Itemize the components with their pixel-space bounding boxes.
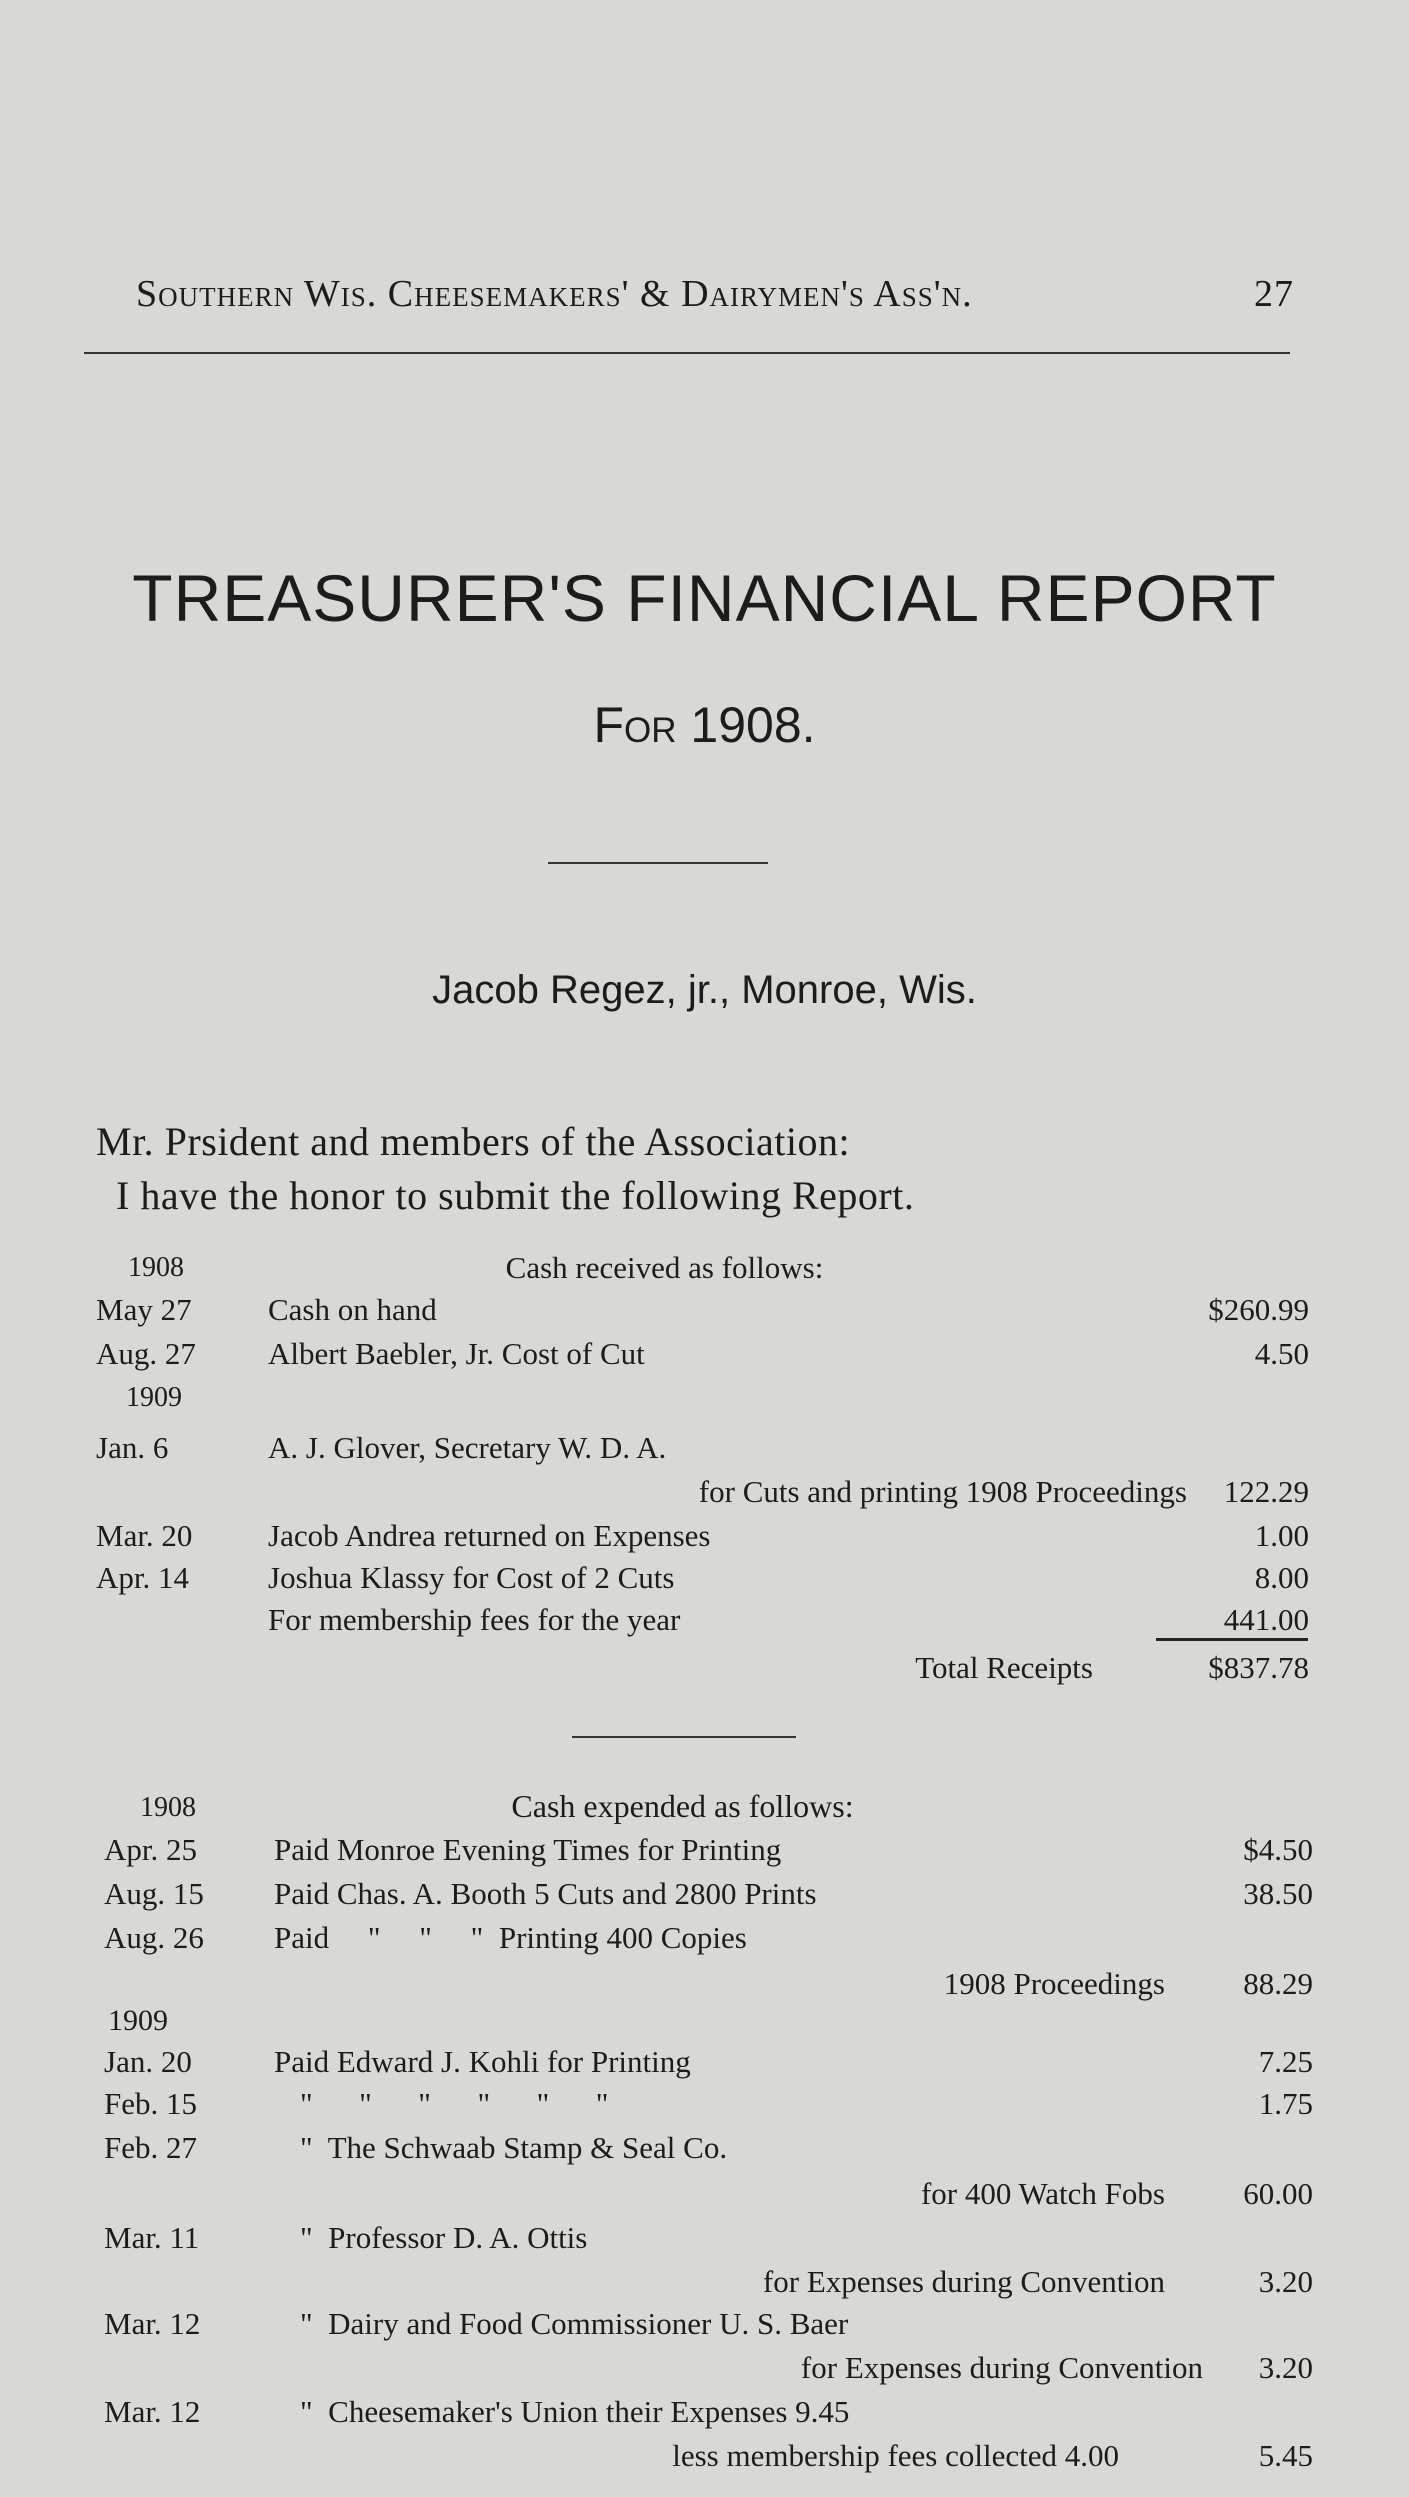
entry-description: " Professor D. A. Ottis [300, 2220, 588, 2255]
entry-date: Feb. 15 [104, 2086, 197, 2121]
entry-description: Paid " " " Printing 400 Copies [274, 1920, 747, 1955]
entry-description: " Dairy and Food Commissioner U. S. Baer [300, 2306, 849, 2341]
author-line: Jacob Regez, jr., Monroe, Wis. [432, 968, 977, 1012]
total-receipts-label: Total Receipts [915, 1650, 1093, 1685]
entry-description: Albert Baebler, Jr. Cost of Cut [268, 1336, 645, 1371]
entry-amount: 4.50 [1254, 1336, 1309, 1371]
entry-amount: $260.99 [1208, 1292, 1309, 1327]
entry-description: Paid Monroe Evening Times for Printing [274, 1832, 782, 1867]
entry-date: Mar. 12 [104, 2394, 201, 2429]
entry-amount: 38.50 [1243, 1876, 1313, 1911]
entry-amount: 441.00 [1223, 1602, 1309, 1637]
entry-amount: 5.45 [1258, 2438, 1313, 2473]
year-label: 1908 [128, 1252, 184, 1283]
entry-description: " The Schwaab Stamp & Seal Co. [300, 2130, 728, 2165]
receipts-heading: Cash received as follows: [505, 1250, 824, 1285]
entry-date: Aug. 15 [104, 1876, 204, 1911]
report-title: TREASURER'S FINANCIAL REPORT [132, 561, 1277, 635]
entry-description-continued: for Expenses during Convention [800, 2350, 1203, 2385]
entry-amount: 8.00 [1254, 1560, 1309, 1595]
entry-amount: 1.00 [1254, 1518, 1309, 1553]
year-label: 1909 [108, 2004, 168, 2037]
entry-description-continued: 1908 Proceedings [943, 1966, 1165, 2001]
intro-text: I have the honor to submit the following Report. [116, 1173, 915, 1218]
entry-description-continued: for Cuts and printing 1908 Proceedings [698, 1474, 1187, 1509]
running-title: Southern Wis. Cheesemakers' & Dairymen's Ass'n. [136, 273, 973, 315]
entry-date: Apr. 14 [96, 1560, 189, 1595]
entry-description-continued: for 400 Watch Fobs [920, 2176, 1165, 2211]
entry-description-continued: for Expenses during Convention [762, 2264, 1165, 2299]
entry-description: Cash on hand [268, 1292, 437, 1327]
entry-amount: 88.29 [1243, 1966, 1313, 2001]
entry-amount: 60.00 [1243, 2176, 1313, 2211]
entry-description-continued: less membership fees collected 4.00 [672, 2438, 1119, 2473]
total-receipts-amount: $837.78 [1208, 1650, 1309, 1685]
entry-description: Jacob Andrea returned on Expenses [268, 1518, 711, 1553]
entry-amount: 1.75 [1258, 2086, 1313, 2121]
entry-date: Mar. 12 [104, 2306, 201, 2341]
page-number: 27 [1254, 273, 1294, 315]
year-label: 1909 [126, 1382, 182, 1413]
entry-description: Paid Edward J. Kohli for Printing [274, 2044, 691, 2079]
expenses-heading: Cash expended as follows: [511, 1788, 854, 1824]
entry-amount: $4.50 [1243, 1832, 1313, 1867]
entry-date: Aug. 27 [96, 1336, 196, 1371]
entry-date: Aug. 26 [104, 1920, 204, 1955]
entry-date: Jan. 6 [96, 1430, 169, 1465]
entry-date: Feb. 27 [104, 2130, 197, 2165]
entry-date: Apr. 25 [104, 1832, 197, 1867]
entry-date: May 27 [96, 1292, 192, 1327]
entry-description: A. J. Glover, Secretary W. D. A. [268, 1430, 667, 1465]
year-label: 1908 [140, 1792, 196, 1823]
report-subtitle-text: For 1908. [593, 697, 816, 753]
entry-description: " Cheesemaker's Union their Expenses 9.45 [300, 2394, 850, 2429]
entry-date: Mar. 20 [96, 1518, 193, 1553]
salutation: Mr. Prsident and members of the Association: [96, 1119, 851, 1164]
entry-description: " " " " " " [300, 2086, 609, 2121]
entry-description: Joshua Klassy for Cost of 2 Cuts [268, 1560, 675, 1595]
entry-date: Mar. 11 [104, 2220, 200, 2255]
entry-amount: 3.20 [1258, 2264, 1313, 2299]
entry-date: Jan. 20 [104, 2044, 192, 2079]
entry-description: Paid Chas. A. Booth 5 Cuts and 2800 Prints [274, 1876, 817, 1911]
entry-amount: 7.25 [1258, 2044, 1313, 2079]
entry-amount: 3.20 [1258, 2350, 1313, 2385]
entry-description: For membership fees for the year [268, 1602, 681, 1637]
entry-amount: 122.29 [1223, 1474, 1309, 1509]
